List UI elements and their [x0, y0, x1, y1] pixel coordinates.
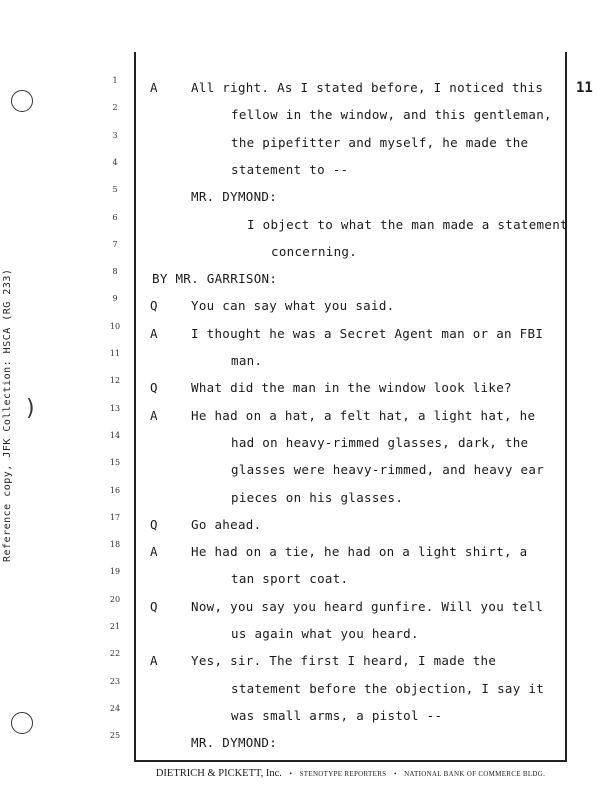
archive-reference: Reference copy, JFK Collection: HSCA (RG 233) [2, 268, 13, 562]
transcript-line: had on heavy-rimmed glasses, dark, the [231, 434, 529, 450]
speaker-label: Q [150, 598, 158, 614]
transcript-line: the pipefitter and myself, he made the [231, 134, 529, 150]
line-number: 18 [109, 540, 121, 550]
footer-firm: DIETRICH & PICKETT, Inc. [155, 768, 282, 779]
speaker-label: Q [150, 380, 158, 396]
punch-hole-bottom [11, 712, 33, 734]
transcript-line: He had on a hat, a felt hat, a light hat, he [191, 407, 536, 423]
speaker-label: A [150, 407, 158, 423]
transcript-line: Now, you say you heard gunfire. Will you tell [191, 598, 544, 614]
line-number: 17 [109, 512, 121, 522]
line-number: 4 [112, 157, 118, 167]
transcript-line: statement to -- [231, 161, 349, 177]
line-number: 13 [109, 403, 121, 413]
line-number: 6 [112, 212, 118, 222]
footer-separator: • [394, 770, 397, 778]
right-rule [565, 52, 567, 762]
footer-separator: • [289, 770, 292, 778]
speaker-label: Q [150, 298, 158, 314]
line-number: 5 [112, 185, 118, 195]
transcript-line: Go ahead. [191, 516, 262, 532]
transcript-line: You can say what you said. [191, 298, 395, 314]
footer-role: STENOTYPE REPORTERS [299, 770, 387, 778]
reporter-footer [134, 768, 567, 779]
speaker-label: Q [150, 516, 158, 532]
line-number: 20 [109, 594, 121, 604]
page-number: 11 [576, 80, 593, 96]
speaker-label: A [150, 653, 158, 669]
speaker-label: A [150, 325, 158, 341]
transcript-line: MR. DYMOND: [191, 735, 278, 751]
line-number: 1 [112, 76, 118, 85]
line-number: 3 [112, 130, 118, 140]
line-number: 24 [109, 703, 121, 713]
line-number: 14 [109, 430, 121, 440]
speaker-label: A [150, 80, 158, 95]
transcript-line: He had on a tie, he had on a light shirt, a [191, 544, 528, 560]
transcript-line: MR. DYMOND: [191, 189, 278, 205]
footer-address: NATIONAL BANK OF COMMERCE BLDG. [404, 770, 546, 778]
line-number: 12 [109, 376, 121, 386]
line-number: 25 [109, 731, 121, 741]
transcript-line: BY MR. GARRISON: [152, 271, 278, 287]
left-rule [134, 52, 136, 762]
line-number: 11 [109, 349, 121, 358]
transcript-line: glasses were heavy-rimmed, and heavy ear [231, 462, 545, 478]
line-number: 15 [109, 458, 121, 468]
line-number: 9 [112, 294, 118, 304]
line-number: 16 [109, 485, 121, 495]
transcript-line: Yes, sir. The first I heard, I made the [191, 653, 497, 669]
transcript-line: tan sport coat. [231, 571, 349, 587]
transcript-line: All right. As I stated before, I noticed this [191, 80, 544, 95]
speaker-label: A [150, 544, 158, 560]
transcript-line: I object to what the man made a statement [247, 216, 568, 232]
line-number: 19 [109, 567, 121, 577]
transcript-line: man. [231, 353, 263, 368]
line-number: 23 [109, 676, 121, 686]
margin-mark-icon: ) [26, 396, 35, 421]
transcript-line: fellow in the window, and this gentleman, [231, 107, 552, 123]
transcript-line: I thought he was a Secret Agent man or an FBI [191, 325, 544, 341]
line-number: 22 [109, 649, 121, 659]
transcript-line: was small arms, a pistol -- [231, 707, 443, 723]
line-number: 7 [112, 239, 118, 249]
punch-hole-top [11, 90, 33, 112]
line-number: 8 [112, 267, 118, 277]
transcript-line: concerning. [271, 243, 358, 259]
line-number: 10 [109, 321, 121, 331]
transcript-line: statement before the objection, I say it [231, 680, 545, 696]
line-number: 2 [112, 103, 118, 113]
transcript-line: What did the man in the window look like? [191, 380, 512, 396]
transcript-line: pieces on his glasses. [231, 489, 404, 505]
line-number: 21 [109, 622, 121, 631]
bottom-rule [134, 760, 567, 762]
transcript-line: us again what you heard. [231, 626, 419, 641]
